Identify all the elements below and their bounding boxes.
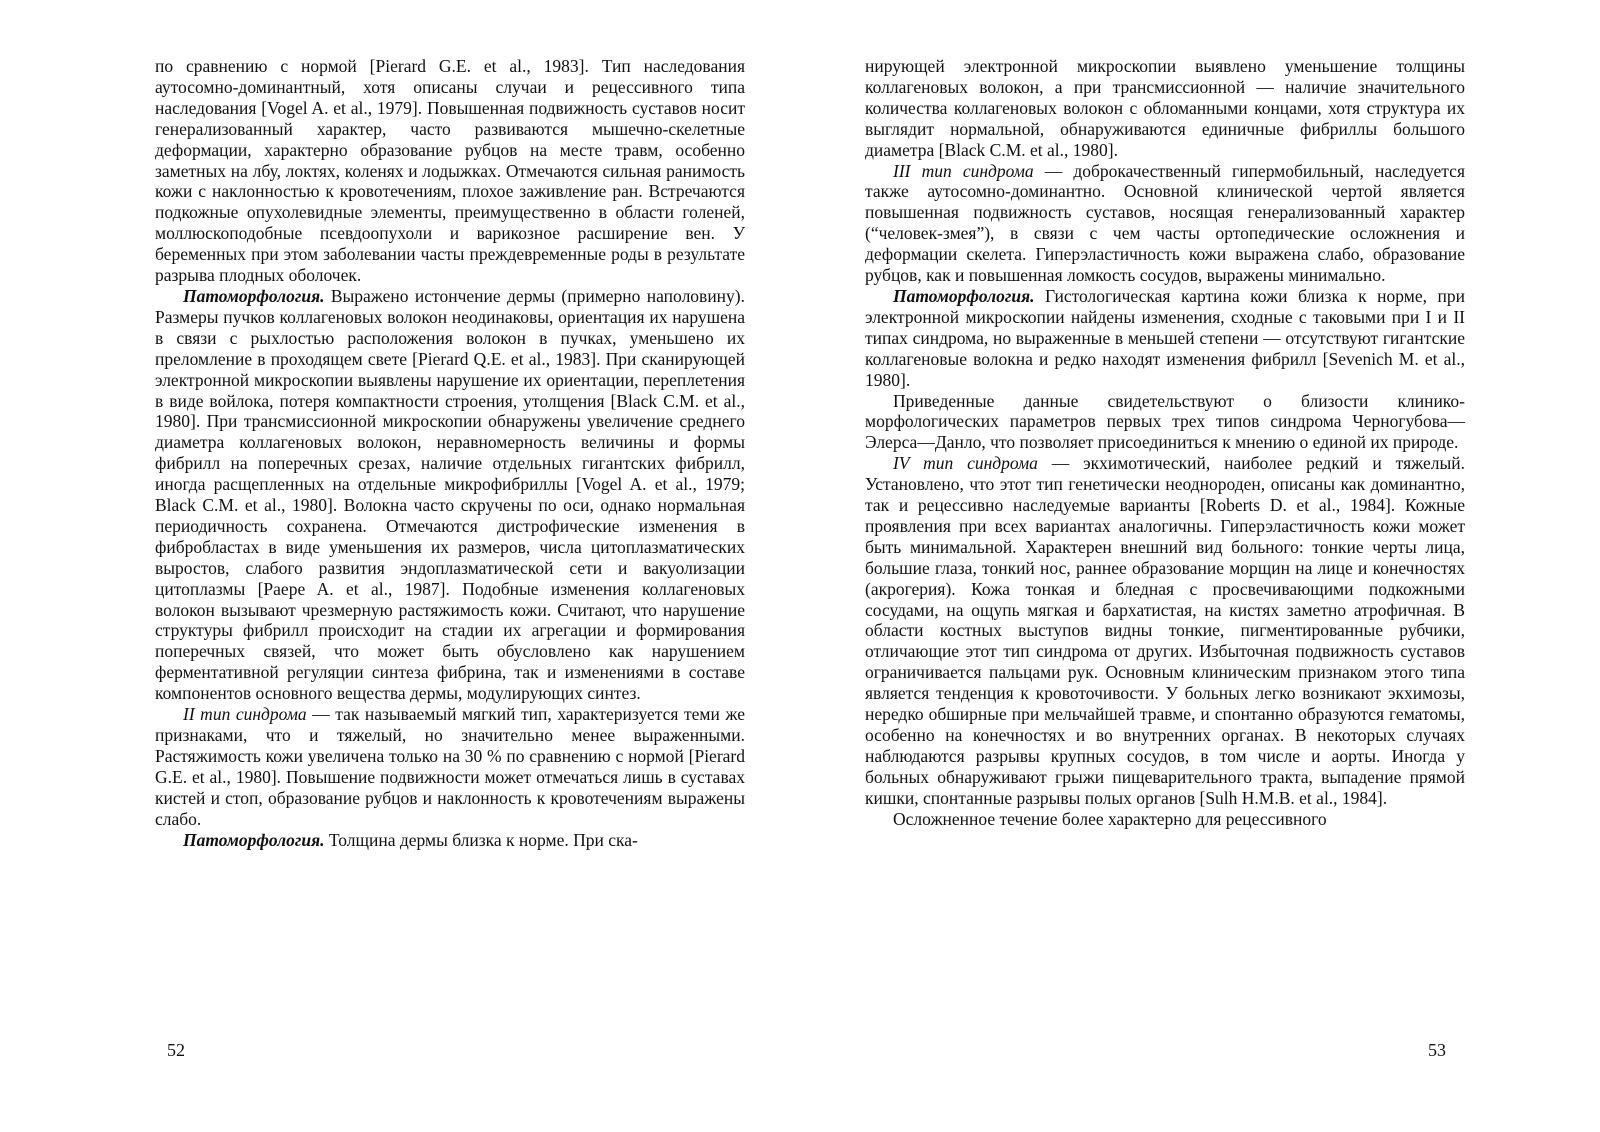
paragraph: Приведенные данные свидетельствуют о близости клинико-морфологических параметров первых трех типов синдрома Черногубова—Элерса—Данло, что позволяет присоединиться к мнению о единой их природе. bbox=[865, 390, 1465, 453]
paragraph: Патоморфология. Толщина дермы близка к норме. При ска- bbox=[183, 829, 638, 850]
page-number: 53 bbox=[1428, 1040, 1446, 1060]
syndrome-type-label: II тип синдрома bbox=[183, 704, 307, 725]
syndrome-type-label: IV тип синдрома bbox=[893, 453, 1038, 474]
paragraph: Осложненное течение более характерно для рецессивного bbox=[893, 808, 1327, 829]
right-text-column bbox=[865, 56, 1465, 830]
right-page bbox=[800, 0, 1600, 1132]
paragraph: по сравнению с нормой [Pierard G.E. et al., 1983]. Тип наследования аутосомно-доминантный, хотя описаны случаи и рецессивного типа наследования [Vogel A. et al., 1979]. Повышенная подвижность суставов носит генерализованный характер, часто развиваются мышечно-скелетные деформации, характерно образование рубцов на месте травм, особенно заметных на лбу, локтях, коленях и лодыжках. Отмечаются сильная ранимость кожи с наклонностью к кровотечениям, плохое заживление ран. Встречаются подкожные опухолевидные элементы, преимущественно в области голеней, моллюскоподобные псевдоопухоли и варикозное расширение вен. У беременных при этом заболевании часты преждевременные роды в результате разрыва плодных оболочек. bbox=[155, 56, 745, 286]
section-heading: Патоморфология. bbox=[183, 285, 325, 306]
section-heading: Патоморфология. bbox=[183, 829, 325, 850]
syndrome-type-label: III тип синдрома bbox=[893, 160, 1034, 181]
paragraph: II тип синдрома — так называемый мягкий тип, характеризуется теми же признаками, что и тяжелый, но значительно менее выраженными. Растяжимость кожи увеличена только на 30 % по сравнению с нормой [Pierard G.E. et al., 1980]. Повышение подвижности может отмечаться лишь в суставах кистей и стоп, образование рубцов и наклонность к кровотечениям выражены слабо. bbox=[155, 704, 745, 829]
left-text-column bbox=[155, 56, 745, 850]
section-heading: Патоморфология. bbox=[893, 285, 1035, 306]
paragraph: нирующей электронной микроскопии выявлено уменьшение толщины коллагеновых волокон, а при трансмиссионной — наличие значительного количества коллагеновых волокон с обломанными концами, хотя структура их выглядит нормальной, обнаруживаются единичные фибриллы большого диаметра [Black C.M. et al., 1980]. bbox=[865, 56, 1465, 160]
paragraph: Патоморфология. Выражено истончение дермы (примерно наполовину). Размеры пучков коллагеновых волокон неодинаковы, ориентация их нарушена в связи с рыхлостью расположения волокон в пучках, уменьшено их преломление в проходящем свете [Pierard Q.E. et al., 1983]. При сканирующей электронной микроскопии выявлены нарушение их ориентации, переплетения в виде войлока, потеря компактности строения, утолщения [Black C.M. et al., 1980]. При трансмиссионной микроскопии обнаружены увеличение среднего диаметра коллагеновых волокон, неравномерность величины и формы фибрилл на поперечных срезах, наличие отдельных гигантских фибрилл, иногда расщепленных на отдельные микрофибриллы [Vogel A. et al., 1979; Black C.M. et al., 1980]. Волокна часто скручены по оси, однако нормальная периодичность сохранена. Отмечаются дистрофические изменения в фибробластах в виде уменьшения их размеров, числа цитоплазматических выростов, слабого развития эндоплазматической сети и вакуолизации цитоплазмы [Paepe A. et al., 1987]. Подобные изменения коллагеновых волокон вызывают чрезмерную растяжимость кожи. Считают, что нарушение структуры фибрилл происходит на стадии их агрегации и формирования поперечных связей, что может быть обусловлено как нарушением ферментативной регуляции синтеза фибрина, так и изменениями в составе компонентов основного вещества дермы, модулирующих синтез. bbox=[155, 285, 745, 704]
paragraph: III тип синдрома — доброкачественный гипермобильный, наследуется также аутосомно-доминантно. Основной клинической чертой является повышенная подвижность суставов, носящая генерализованный характер (“человек-змея”), в связи с чем часты ортопедические осложнения и деформации скелета. Гиперэластичность кожи выражена слабо, образование рубцов, как и повышенная ломкость сосудов, выражены минимально. bbox=[865, 160, 1465, 286]
page-number: 52 bbox=[167, 1040, 185, 1060]
paragraph: IV тип синдрома — экхимотический, наиболее редкий и тяжелый. Установлено, что этот тип генетически неоднороден, описаны как доминантно, так и рецессивно наследуемые варианты [Roberts D. et al., 1984]. Кожные проявления при всех вариантах аналогичны. Гиперэластичность кожи может быть минимальной. Характерен внешний вид больного: тонкие черты лица, большие глаза, тонкий нос, раннее образование морщин на лице и конечностях (акрогерия). Кожа тонкая и бледная с просвечивающими подкожными сосудами, на ощупь мягкая и бархатистая, на кистях заметно атрофичная. В области костных выступов видны тонкие, пигментированные рубчики, отличающие этот тип синдрома от других. Избыточная подвижность суставов ограничивается пальцами рук. Основным клиническим признаком этого типа является тенденция к кровоточивости. У больных легко возникают экхимозы, нередко обширные при мельчайшей травме, и спонтанно образуются гематомы, особенно на конечностях и во внутренних органах. В некоторых случаях наблюдаются разрывы крупных сосудов, в том числе и аорты. Иногда у больных обнаруживают грыжи пищеварительного тракта, выпадение прямой кишки, спонтанные разрывы полых органов [Sulh H.M.B. et al., 1984]. bbox=[865, 453, 1465, 808]
paragraph: Патоморфология. Гистологическая картина кожи близка к норме, при электронной микроскопии найдены изменения, сходные с таковыми при I и II типах синдрома, но выраженные в меньшей степени — отсутствуют гигантские коллагеновые волокна и редко находят изменения фибрилл [Sevenich M. et al., 1980]. bbox=[865, 285, 1465, 390]
